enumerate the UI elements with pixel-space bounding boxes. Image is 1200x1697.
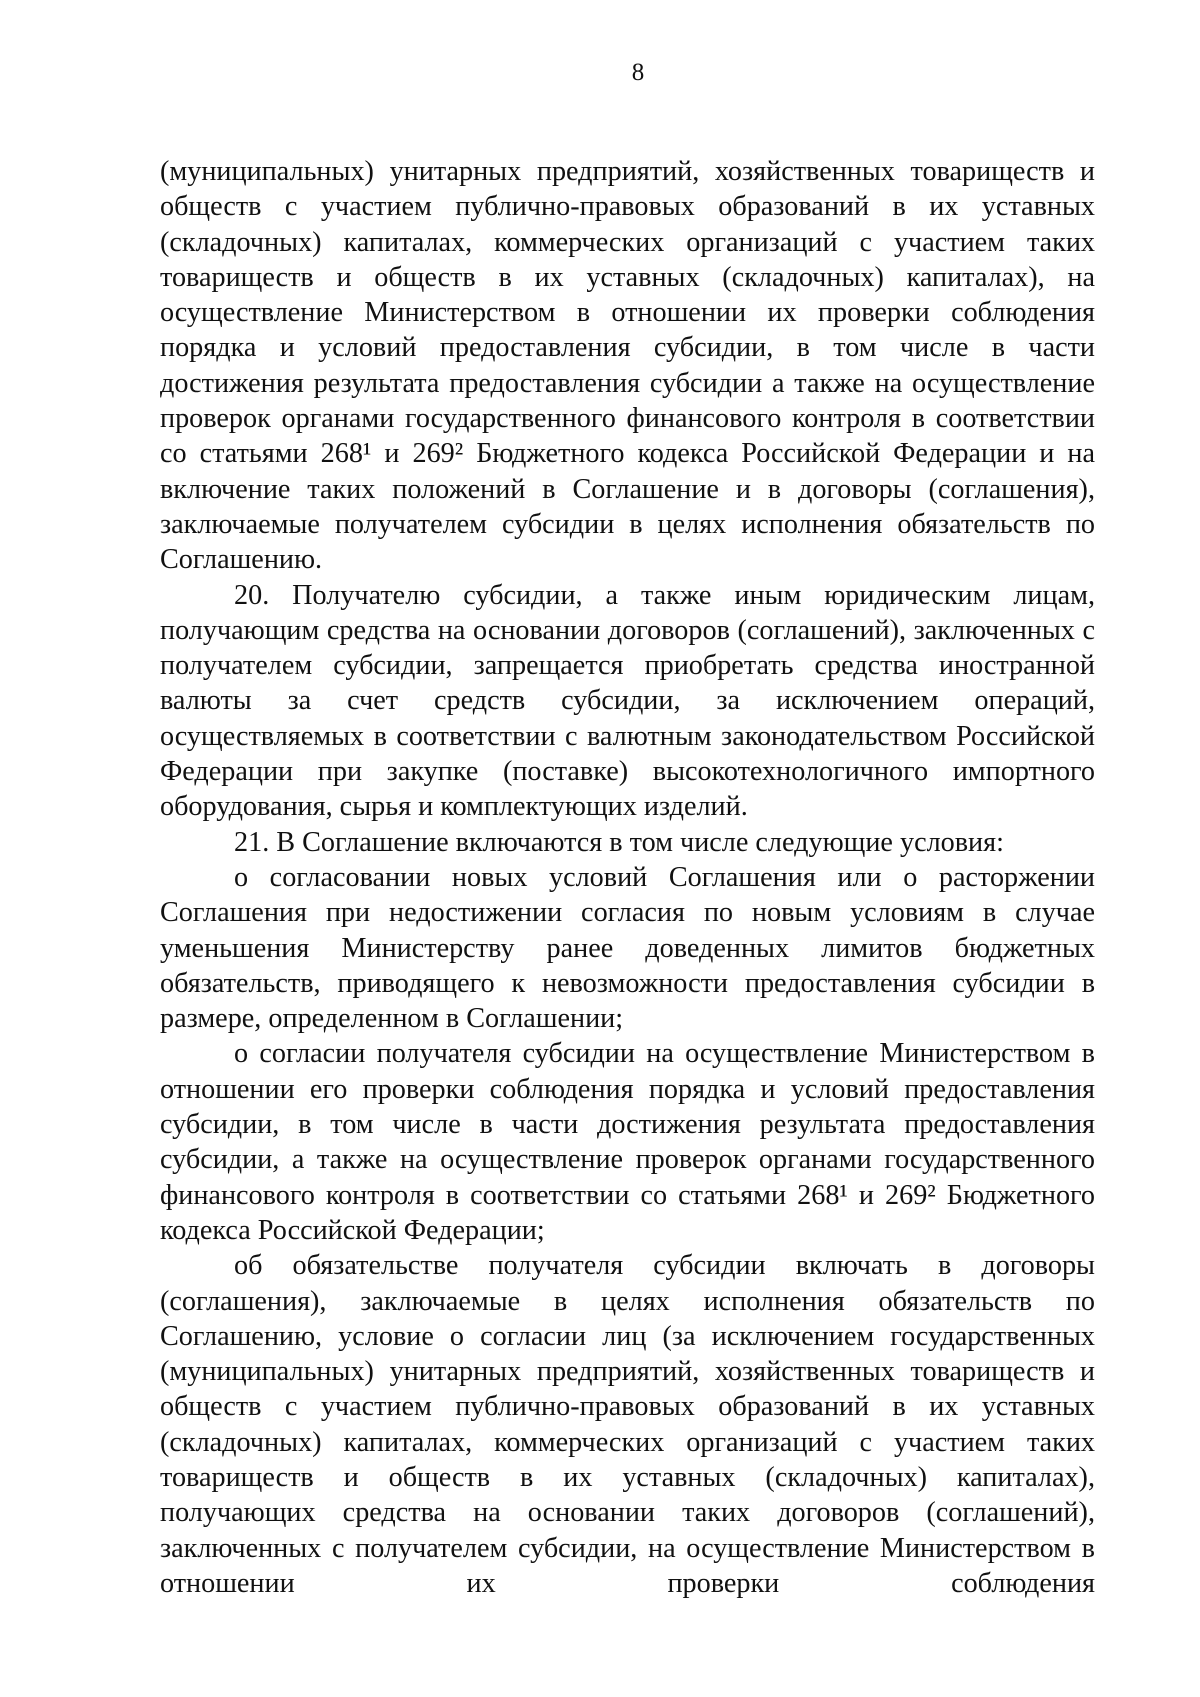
paragraph-item-21-a: о согласовании новых условий Соглашения или о расторжении Соглашения при недостижении согласия по новым условиям в случае уменьшения Министерству ранее доведенных лимитов бюджетных обязательств, приводящего к невозможности предоставления субсидии в размере, определенном в Соглашении; — [160, 861, 1095, 1035]
page-number: 8 — [631, 59, 645, 86]
paragraph-item-21: 21. В Соглашение включаются в том числе следующие условия: — [234, 826, 1004, 858]
paragraph-item-21-b: о согласии получателя субсидии на осуществление Министерством в отношении его проверки соблюдения порядка и условий предоставления субсидии, в том числе в части достижения результата предоставления субсидии, а также на осуществление проверок органами государственного финансового контроля в соответствии со статьями 268¹ и 269² Бюджетного кодекса Российской Федерации; — [160, 1038, 1095, 1246]
paragraph-continuation: (муниципальных) унитарных предприятий, хозяйственных товариществ и обществ с участием публично-правовых образований в их уставных (складочных) капиталах, коммерческих организаций с участием таких товариществ и обществ в их уставных (складочных) капиталах), на осуществление Министерством в отношении их проверки соблюдения порядка и условий предоставления субсидии, в том числе в части достижения результата предоставления субсидии а также на осуществление проверок органами государственного финансового контроля в соответствии со статьями 268¹ и 269² Бюджетного кодекса Российской Федерации и на включение таких положений в Соглашение и в договоры (соглашения), заключаемые получателем субсидии в целях исполнения обязательств по Соглашению. — [160, 156, 1095, 576]
paragraph-item-21-c: об обязательстве получателя субсидии включать в договоры (соглашения), заключаемые в целях исполнения обязательств по Соглашению, условие о согласии лиц (за исключением государственных (муниципальных) унитарных предприятий, хозяйственных товариществ и обществ с участием публично-правовых образований в их уставных (складочных) капиталах, коммерческих организаций с участием таких товариществ и обществ в их уставных (складочных) капиталах), получающих средства на основании таких договоров (соглашений), заключенных с получателем субсидии, на осуществление Министерством в отношении их проверки соблюдения — [160, 1250, 1095, 1599]
paragraph-item-20: 20. Получателю субсидии, а также иным юридическим лицам, получающим средства на основании договоров (соглашений), заключенных с получателем субсидии, запрещается приобретать средства иностранной валюты за счет средств субсидии, за исключением операций, осуществляемых в соответствии с валютным законодательством Российской Федерации при закупке (поставке) высокотехнологичного импортного оборудования, сырья и комплектующих изделий. — [160, 579, 1095, 823]
document-body — [160, 154, 1095, 1601]
